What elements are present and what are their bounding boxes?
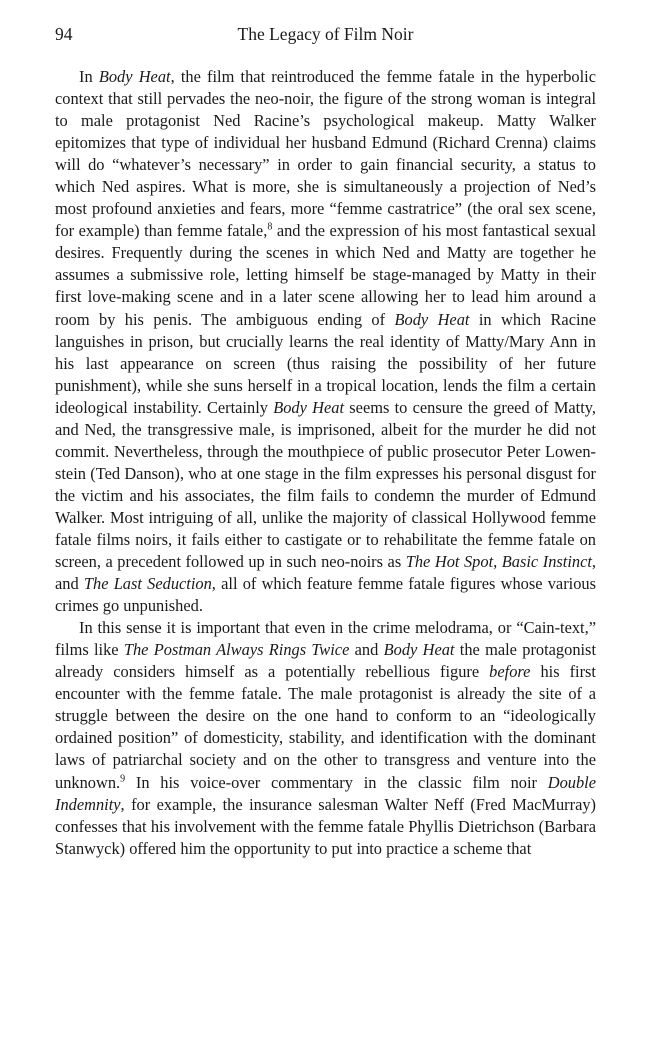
italic-text: Body Heat (394, 309, 470, 329)
page-number: 94 (55, 24, 73, 44)
text-run: , all of which feature femme fatale figures whose various crimes go unpunished. (55, 574, 596, 616)
text-run: In this sense it is important that even in the crime melodrama, or “Cain-text,” films like (55, 618, 596, 660)
italic-text: Body Heat (98, 67, 171, 86)
text-run: and (349, 640, 384, 660)
paragraph (55, 66, 596, 617)
text-run: seems to censure the greed of Matty, and Ned, the transgressive male, is imprisoned, albeit for the murder he did not commit. Nevertheless, through the mouthpiece of public prosecutor Peter Lowenstein (Ted Danson), who at one stage in the film expresses his personal disgust for the victim and his associates, the film fails to condemn the murder of Edmund Walker. Most intriguing of all, unlike the majority of classical Hollywood femme fatale films noirs, it fails either to castigate or to rehabilitate the femme fatale on screen, a precedent followed up in such neo-noirs as (55, 397, 597, 572)
text-run: , (493, 552, 502, 572)
paragraph (55, 617, 596, 860)
italic-text: The Last Seduction (83, 574, 212, 594)
italic-text: Basic Instinct (501, 552, 592, 572)
text-run: , the film that reintroduced the femme fatale in the hyperbolic context that still pervades the neo-noir, the figure of the strong woman is integral to male protagonist Ned Racine’s psychological makeup. Matty Walker epitomizes that type of individual her husband Edmund (Richard Crenna) claims will do “whatever’s necessary” in order to gain financial security, a status to which Ned aspires. What is more, she is simultaneously a projection of Ned’s most profound anxieties and fears, more “femme castratrice” (the oral sex scene, for example) than femme fatale, (55, 67, 596, 241)
footnote-marker: 9 (120, 773, 126, 785)
book-page (55, 22, 596, 860)
running-header (55, 22, 596, 50)
text-run: In his voice-over commentary in the classic film noir (125, 772, 548, 792)
text-run: in which Racine languishes in prison, but crucially learns the real identity of Matty/Mary Ann in his last appearance on screen (thus raising the possibility of her future punishment), while she suns herself in a tropical location, lends the film a certain ideological instability. Certainly (55, 309, 596, 417)
text-run: the male protagonist already considers himself as a potentially rebellious figure (55, 640, 596, 682)
italic-text: The Postman Always Rings Twice (123, 640, 350, 660)
body-text (55, 66, 596, 860)
italic-text: before (489, 662, 531, 682)
text-run: In (79, 67, 99, 86)
text-run: and the expression of his most fantastical sexual desires. Frequently during the scenes in which Ned and Matty are together he assumes a submissive role, letting himself be stage-managed by Matty in their first love-making scene and in a later scene allowing her to lead him around a room by his penis. The ambiguous ending of (55, 221, 596, 329)
text-run: , and (55, 552, 597, 594)
italic-text: Double Indemnity (55, 772, 596, 814)
footnote-marker: 8 (267, 221, 273, 233)
book-title: The Legacy of Film Noir (237, 24, 414, 44)
italic-text: The Hot Spot (405, 552, 494, 572)
text-run: his first encounter with the femme fatale. The male protagonist is already the site of a struggle between the desire on the one hand to conform to an “ideologically ordained position” of domesticity, stability, and identification with the dominant laws of patriarchal society and on the other to transgress and venture into the unknown. (55, 662, 596, 792)
italic-text: Body Heat (273, 397, 345, 417)
italic-text: Body Heat (383, 640, 455, 660)
text-run: , for example, the insurance salesman Walter Neff (Fred MacMurray) confesses that his involvement with the femme fatale Phyllis Dietrichson (Barbara Stanwyck) offered him the opportunity to put into practice a scheme that (55, 794, 596, 858)
